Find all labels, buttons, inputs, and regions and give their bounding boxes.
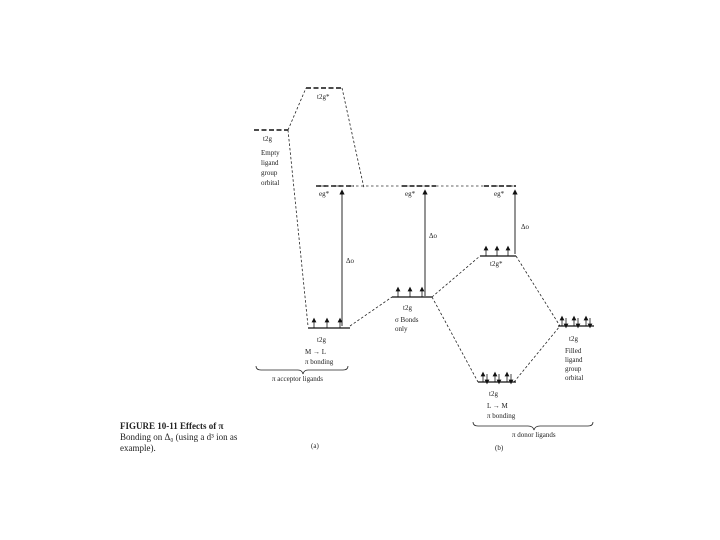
filled-desc-line-1: Filled [565,347,582,355]
group-brace [473,422,593,430]
bonding-desc-line-2: π bonding [487,412,516,420]
panel-label: (b) [495,444,504,452]
caption-line-1: FIGURE 10-11 Effects of π [120,421,224,431]
connector [288,130,308,326]
bonding-desc-line-2: π bonding [305,358,334,366]
figure-caption [120,421,238,453]
panel-label: (a) [311,442,319,450]
connector [350,297,392,326]
empty-desc-line-2: ligand [261,159,279,167]
caption-line-2: Bonding on Δ₀ (using a d³ ion as [120,432,238,442]
connector [288,88,306,130]
t2g-star-label: t2g* [317,93,330,101]
connector [342,88,364,188]
bonding-t2g-label: t2g [489,390,498,398]
eg-star-label: eg* [405,190,416,198]
connector [432,256,480,297]
empty-desc-line-1: Empty [261,149,280,157]
bonding-desc-line-1: L → M [487,402,508,410]
desc-line-1: σ Bonds [395,316,419,324]
empty-ligand-t2g-label: t2g [263,135,272,143]
filled-desc-line-2: ligand [565,356,583,364]
bonding-desc-line-1: M → L [305,348,326,356]
paired-electron-arrows [483,374,511,382]
empty-desc-line-3: group [261,169,278,177]
bonding-t2g-label: t2g [317,336,326,344]
paired-electron-arrows [562,318,590,326]
eg-star-label: eg* [319,190,330,198]
group-brace [256,366,348,374]
connector [432,297,478,382]
electron-up-arrows [486,248,508,256]
t2g-star-label: t2g* [490,260,503,268]
connector [514,326,560,382]
t2g-label: t2g [403,304,412,312]
connector [516,256,560,326]
electron-up-arrows [398,289,422,297]
panel-b [473,186,594,452]
filled-t2g-label: t2g [569,335,578,343]
eg-star-label: eg* [494,190,505,198]
panel-middle [316,186,516,382]
delta-label: Δo [346,257,355,265]
panel-a [254,88,392,450]
group-label: π acceptor ligands [272,375,323,383]
delta-label: Δo [429,232,438,240]
filled-desc-line-4: orbital [565,374,584,382]
caption-line-3: example). [120,443,156,453]
electron-up-arrows [314,320,340,328]
empty-desc-line-4: orbital [261,179,280,187]
group-label: π donor ligands [512,431,556,439]
delta-label: Δo [521,223,530,231]
desc-line-2: only [395,325,408,333]
filled-desc-line-3: group [565,365,582,373]
